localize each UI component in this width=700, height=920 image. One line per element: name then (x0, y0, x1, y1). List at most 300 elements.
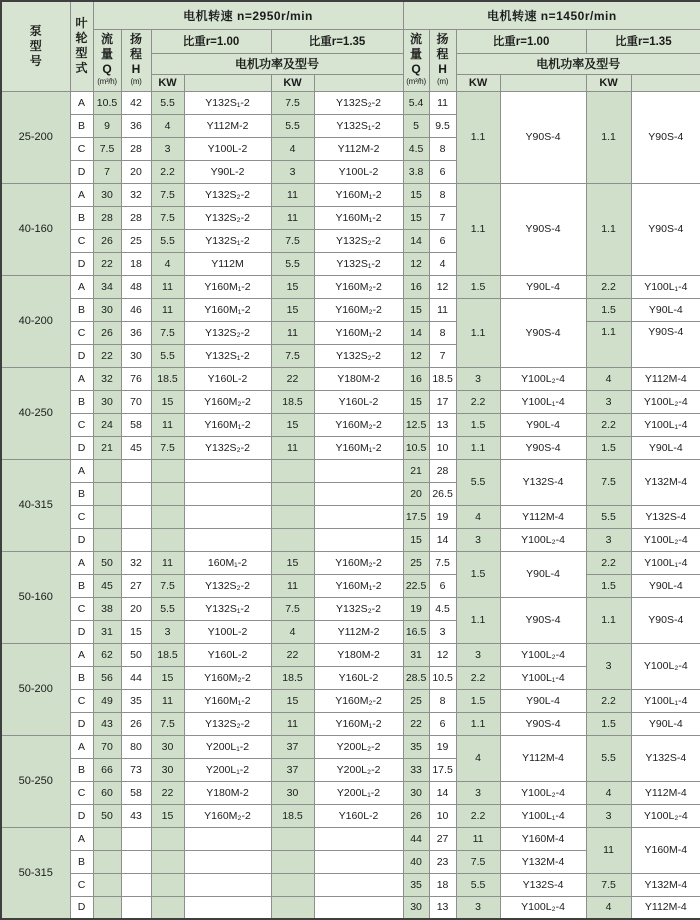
power-kw-cell: 1.1 (586, 321, 631, 367)
power-kw-cell: 3 (586, 528, 631, 551)
head-cell (121, 505, 151, 528)
motor-model-cell: Y160M₂-2 (314, 298, 403, 321)
motor-model-cell: Y112M (184, 252, 271, 275)
head-cell: 18 (429, 873, 456, 896)
power-kw-cell: 4 (586, 896, 631, 919)
power-kw-cell (271, 459, 314, 482)
motor-model-cell: Y100L-2 (184, 620, 271, 643)
motor-model-cell: Y132S₁-2 (184, 91, 271, 114)
power-kw-cell: 7.5 (151, 574, 184, 597)
power-kw-cell: 30 (151, 735, 184, 758)
power-kw-cell: 1.5 (586, 712, 631, 735)
motor-model-cell (314, 482, 403, 505)
table-row (1, 574, 700, 597)
head-cell: 20 (121, 160, 151, 183)
motor-model-cell: Y112M-4 (500, 735, 586, 781)
power-kw-cell: 30 (151, 758, 184, 781)
flow-cell: 4.5 (403, 137, 429, 160)
impeller-type-cell: A (70, 183, 93, 206)
head-cell: 13 (429, 413, 456, 436)
power-kw-cell: 15 (271, 275, 314, 298)
flow-cell: 60 (93, 781, 121, 804)
table-row (1, 275, 700, 298)
power-kw-cell: 15 (151, 666, 184, 689)
motor-model-cell: Y100L₂-4 (500, 528, 586, 551)
motor-model-cell: Y112M-2 (184, 114, 271, 137)
motor-model-cell: Y132S₂-2 (184, 436, 271, 459)
motor-model-cell: Y90S-4 (631, 597, 700, 643)
power-kw-cell: 1.1 (456, 183, 500, 275)
power-kw-cell: 7.5 (456, 850, 500, 873)
kw-header: KW (456, 74, 500, 91)
motor-model-cell (314, 827, 403, 850)
impeller-type-cell: C (70, 413, 93, 436)
power-kw-cell: 1.5 (586, 298, 631, 321)
motor-model-cell: Y160L-2 (314, 390, 403, 413)
power-kw-cell: 5.5 (586, 735, 631, 781)
head-cell: 27 (121, 574, 151, 597)
power-kw-cell: 11 (271, 321, 314, 344)
impeller-type-cell: D (70, 712, 93, 735)
power-kw-cell: 4 (151, 252, 184, 275)
power-kw-cell: 5.5 (271, 252, 314, 275)
flow-cell: 43 (93, 712, 121, 735)
table-row (1, 643, 700, 666)
header-row-gravity (1, 29, 700, 53)
flow-cell: 35 (403, 735, 429, 758)
table-row (1, 413, 700, 436)
head-cell (121, 827, 151, 850)
power-kw-cell: 3 (456, 528, 500, 551)
motor-model-cell: Y160L-2 (184, 643, 271, 666)
motor-model-cell: Y90L-4 (500, 413, 586, 436)
motor-model-cell: 160M₁-2 (184, 551, 271, 574)
motor-model-cell: Y160M₂-2 (184, 666, 271, 689)
impeller-type-cell: D (70, 620, 93, 643)
motor-model-cell: Y90S-4 (631, 321, 700, 367)
motor-model-cell: Y160L-2 (314, 804, 403, 827)
sg-135-header-2950: 比重r=1.35 (271, 29, 403, 53)
flow-cell: 56 (93, 666, 121, 689)
table-row (1, 597, 700, 620)
flow-cell: 44 (403, 827, 429, 850)
impeller-type-cell: C (70, 689, 93, 712)
power-kw-cell: 7.5 (151, 436, 184, 459)
motor-model-cell: Y132M-4 (631, 873, 700, 896)
motor-model-cell: Y132S₁-2 (184, 344, 271, 367)
flow-cell: 16 (403, 275, 429, 298)
impeller-type-cell: B (70, 482, 93, 505)
power-kw-cell: 2.2 (586, 275, 631, 298)
power-kw-cell (271, 873, 314, 896)
table-row (1, 551, 700, 574)
motor-model-cell: Y100L₁-4 (631, 275, 700, 298)
head-cell: 35 (121, 689, 151, 712)
motor-model-cell: Y160M₁-2 (184, 689, 271, 712)
motor-model-cell: Y100L₂-4 (631, 804, 700, 827)
power-kw-cell: 30 (271, 781, 314, 804)
flow-cell: 45 (93, 574, 121, 597)
head-cell: 17 (429, 390, 456, 413)
power-kw-cell: 3 (456, 781, 500, 804)
head-cell: 36 (121, 321, 151, 344)
flow-header-1450 (403, 29, 429, 91)
motor-model-cell (184, 896, 271, 919)
head-header-label: 扬程H (436, 32, 449, 77)
motor-model-cell: Y132S₂-2 (184, 183, 271, 206)
flow-cell: 12 (403, 252, 429, 275)
pump-model-cell: 50-250 (1, 735, 70, 827)
power-kw-cell: 1.1 (456, 436, 500, 459)
head-header-label: 扬程H (129, 32, 142, 77)
head-cell: 6 (429, 229, 456, 252)
head-cell: 18.5 (429, 367, 456, 390)
power-kw-cell: 7.5 (151, 712, 184, 735)
flow-cell: 25 (403, 551, 429, 574)
power-kw-cell (151, 873, 184, 896)
flow-cell: 7 (93, 160, 121, 183)
power-kw-cell (271, 827, 314, 850)
flow-cell: 30 (93, 298, 121, 321)
power-kw-cell: 11 (151, 689, 184, 712)
power-kw-cell: 11 (271, 436, 314, 459)
pump-model-cell: 50-160 (1, 551, 70, 643)
table-header (1, 1, 700, 91)
flow-cell: 30 (93, 390, 121, 413)
power-kw-cell: 4 (271, 620, 314, 643)
head-cell: 14 (429, 528, 456, 551)
flow-cell: 22 (93, 252, 121, 275)
head-cell (121, 528, 151, 551)
pump-model-header-label: 泵型号 (29, 23, 42, 68)
motor-model-cell: Y132S-4 (500, 459, 586, 505)
head-cell: 12 (429, 643, 456, 666)
motor-model-cell: Y132S₂-2 (314, 344, 403, 367)
impeller-type-cell: A (70, 91, 93, 114)
sg-100-header-1450: 比重r=1.00 (456, 29, 586, 53)
flow-cell: 15 (403, 298, 429, 321)
flow-cell (93, 459, 121, 482)
impeller-type-cell: D (70, 528, 93, 551)
impeller-type-cell: C (70, 597, 93, 620)
motor-model-cell: Y112M-4 (631, 781, 700, 804)
flow-cell: 31 (403, 643, 429, 666)
head-cell: 6 (429, 574, 456, 597)
power-kw-cell: 11 (586, 827, 631, 873)
impeller-type-header (70, 1, 93, 91)
power-kw-cell: 3 (151, 620, 184, 643)
motor-model-cell: Y100L₁-4 (500, 390, 586, 413)
power-kw-cell: 7.5 (271, 344, 314, 367)
power-kw-cell: 7.5 (151, 183, 184, 206)
head-cell: 58 (121, 413, 151, 436)
impeller-type-cell: D (70, 436, 93, 459)
motor-model-cell: Y200L₂-2 (314, 758, 403, 781)
table-row (1, 505, 700, 528)
power-kw-cell (271, 896, 314, 919)
head-header-1450 (429, 29, 456, 91)
table-row (1, 91, 700, 114)
head-cell: 8 (429, 689, 456, 712)
motor-model-cell: Y132M-4 (631, 459, 700, 505)
motor-model-cell: Y160M₁-2 (314, 574, 403, 597)
flow-cell: 10.5 (93, 91, 121, 114)
flow-cell: 26 (93, 321, 121, 344)
power-kw-cell: 7.5 (586, 459, 631, 505)
head-cell: 9.5 (429, 114, 456, 137)
power-kw-cell (271, 482, 314, 505)
power-kw-cell: 11 (271, 712, 314, 735)
impeller-type-cell: B (70, 850, 93, 873)
head-cell: 28 (121, 206, 151, 229)
flow-cell: 15 (403, 183, 429, 206)
power-kw-cell: 37 (271, 735, 314, 758)
power-kw-cell: 15 (271, 413, 314, 436)
flow-cell: 19 (403, 597, 429, 620)
motor-model-cell: Y132S₂-2 (184, 321, 271, 344)
power-kw-cell: 7.5 (586, 873, 631, 896)
table-row (1, 436, 700, 459)
motor-model-cell: Y160M-4 (631, 827, 700, 873)
head-cell: 44 (121, 666, 151, 689)
power-kw-cell: 4 (151, 114, 184, 137)
head-cell: 70 (121, 390, 151, 413)
table-row (1, 390, 700, 413)
flow-cell (93, 827, 121, 850)
power-kw-cell: 5.5 (151, 91, 184, 114)
power-kw-cell: 3 (456, 367, 500, 390)
head-cell: 28 (121, 137, 151, 160)
motor-model-cell: Y132M-4 (500, 850, 586, 873)
flow-cell: 22 (93, 344, 121, 367)
power-kw-cell (151, 896, 184, 919)
impeller-type-cell: D (70, 344, 93, 367)
power-kw-cell: 7.5 (151, 206, 184, 229)
motor-model-cell: Y160M₂-2 (314, 551, 403, 574)
flow-cell: 5.4 (403, 91, 429, 114)
power-kw-cell: 4 (456, 505, 500, 528)
head-cell: 14 (429, 781, 456, 804)
motor-model-cell: Y160M₁-2 (314, 183, 403, 206)
power-kw-cell: 5.5 (151, 597, 184, 620)
flow-cell (93, 850, 121, 873)
motor-model-cell: Y160L-2 (314, 666, 403, 689)
motor-model-cell: Y160M₂-2 (314, 275, 403, 298)
table-row (1, 459, 700, 482)
head-cell: 58 (121, 781, 151, 804)
kw-header: KW (151, 74, 184, 91)
table-row (1, 735, 700, 758)
flow-cell: 38 (93, 597, 121, 620)
table-row (1, 528, 700, 551)
table-row (1, 873, 700, 896)
motor-model-cell: Y160M₂-2 (184, 804, 271, 827)
motor-model-cell: Y180M-2 (184, 781, 271, 804)
motor-model-cell (184, 505, 271, 528)
power-kw-cell (151, 528, 184, 551)
head-cell: 18 (121, 252, 151, 275)
flow-cell: 25 (403, 689, 429, 712)
motor-model-cell: Y90S-4 (500, 712, 586, 735)
power-kw-cell: 1.1 (456, 91, 500, 183)
power-kw-cell (151, 827, 184, 850)
motor-model-cell: Y90S-4 (500, 436, 586, 459)
flow-header-label: 流量Q (100, 32, 113, 77)
motor-model-cell: Y160M₁-2 (314, 206, 403, 229)
flow-cell (93, 505, 121, 528)
power-kw-cell: 1.5 (456, 551, 500, 597)
head-cell (121, 896, 151, 919)
motor-model-cell: Y160M₁-2 (184, 413, 271, 436)
motor-model-cell: Y100L₂-4 (500, 643, 586, 666)
head-cell: 26 (121, 712, 151, 735)
model-header-blank (631, 74, 700, 91)
motor-model-cell: Y180M-2 (314, 643, 403, 666)
flow-cell: 34 (93, 275, 121, 298)
pump-model-header (1, 1, 70, 91)
flow-cell: 30 (403, 896, 429, 919)
motor-model-cell: Y90S-4 (500, 183, 586, 275)
power-kw-cell: 18.5 (271, 390, 314, 413)
head-cell (121, 850, 151, 873)
power-kw-cell: 7.5 (271, 91, 314, 114)
head-cell: 28 (429, 459, 456, 482)
flow-cell: 33 (403, 758, 429, 781)
flow-cell: 66 (93, 758, 121, 781)
flow-cell: 12.5 (403, 413, 429, 436)
power-kw-cell: 15 (151, 804, 184, 827)
head-cell: 42 (121, 91, 151, 114)
motor-model-cell: Y160M₁-2 (314, 436, 403, 459)
sg-100-header-2950: 比重r=1.00 (151, 29, 271, 53)
motor-model-cell: Y112M-4 (631, 367, 700, 390)
power-kw-cell: 11 (151, 413, 184, 436)
head-cell (121, 482, 151, 505)
impeller-type-cell: A (70, 459, 93, 482)
table-row (1, 321, 700, 344)
motor-model-cell: Y200L₂-2 (314, 735, 403, 758)
flow-cell: 15 (403, 206, 429, 229)
table-row (1, 781, 700, 804)
motor-model-cell: Y100L₂-4 (500, 896, 586, 919)
motor-model-cell (184, 482, 271, 505)
flow-cell: 9 (93, 114, 121, 137)
flow-cell: 7.5 (93, 137, 121, 160)
motor-model-cell: Y132S₁-2 (314, 114, 403, 137)
flow-header-2950 (93, 29, 121, 91)
table-row (1, 896, 700, 919)
table-body (1, 91, 700, 919)
power-kw-cell: 3 (586, 643, 631, 689)
motor-model-cell (184, 827, 271, 850)
power-model-header-1450: 电机功率及型号 (456, 53, 700, 74)
impeller-type-cell: D (70, 160, 93, 183)
motor-model-cell: Y90L-2 (184, 160, 271, 183)
motor-model-cell: Y90L-4 (631, 712, 700, 735)
motor-model-cell: Y160M₂-2 (314, 413, 403, 436)
flow-cell: 22 (403, 712, 429, 735)
power-kw-cell: 18.5 (151, 643, 184, 666)
power-kw-cell: 5.5 (456, 459, 500, 505)
motor-model-cell: Y100L-2 (184, 137, 271, 160)
motor-model-cell (314, 896, 403, 919)
flow-cell: 70 (93, 735, 121, 758)
motor-model-cell: Y112M-4 (631, 896, 700, 919)
head-cell: 30 (121, 344, 151, 367)
motor-model-cell: Y100L₂-4 (500, 367, 586, 390)
flow-cell: 35 (403, 873, 429, 896)
impeller-type-cell: B (70, 390, 93, 413)
motor-model-cell: Y90S-4 (500, 597, 586, 643)
power-kw-cell: 1.5 (456, 413, 500, 436)
power-kw-cell: 18.5 (271, 666, 314, 689)
power-kw-cell: 2.2 (151, 160, 184, 183)
motor-model-cell: Y132S₂-2 (314, 229, 403, 252)
pump-model-cell: 50-200 (1, 643, 70, 735)
motor-model-cell: Y132S₁-2 (184, 229, 271, 252)
power-kw-cell: 5.5 (586, 505, 631, 528)
impeller-type-cell: C (70, 781, 93, 804)
head-cell (121, 459, 151, 482)
motor-model-cell: Y112M-2 (314, 137, 403, 160)
flow-cell: 15 (403, 528, 429, 551)
motor-model-cell: Y100L₁-4 (631, 689, 700, 712)
power-kw-cell: 5.5 (151, 229, 184, 252)
motor-model-cell: Y160M₁-2 (184, 275, 271, 298)
flow-cell: 21 (93, 436, 121, 459)
head-cell: 4 (429, 252, 456, 275)
flow-cell: 62 (93, 643, 121, 666)
flow-cell: 21 (403, 459, 429, 482)
motor-model-cell: Y132S₁-2 (314, 252, 403, 275)
flow-unit-label: (m³/h) (406, 77, 426, 87)
power-kw-cell: 3 (271, 160, 314, 183)
power-kw-cell: 37 (271, 758, 314, 781)
power-kw-cell: 1.5 (456, 689, 500, 712)
impeller-type-cell: B (70, 758, 93, 781)
flow-unit-label: (m³/h) (97, 77, 117, 87)
motor-model-cell: Y90S-4 (500, 298, 586, 367)
motor-model-cell: Y90L-4 (500, 275, 586, 298)
impeller-type-cell: D (70, 804, 93, 827)
power-kw-cell: 4 (271, 137, 314, 160)
power-kw-cell: 7.5 (271, 229, 314, 252)
motor-model-cell: Y200L₁-2 (184, 758, 271, 781)
power-kw-cell: 11 (271, 574, 314, 597)
head-cell: 80 (121, 735, 151, 758)
power-kw-cell: 1.1 (586, 183, 631, 275)
power-kw-cell: 15 (151, 390, 184, 413)
head-cell: 32 (121, 183, 151, 206)
head-cell: 19 (429, 735, 456, 758)
flow-cell: 24 (93, 413, 121, 436)
power-kw-cell: 1.5 (456, 275, 500, 298)
power-kw-cell: 15 (271, 298, 314, 321)
power-kw-cell: 11 (456, 827, 500, 850)
impeller-type-header-label: 叶轮型式 (75, 16, 88, 76)
head-unit-label: (m) (437, 77, 449, 87)
impeller-type-cell: A (70, 827, 93, 850)
motor-model-cell: Y90S-4 (631, 183, 700, 275)
power-model-header-2950: 电机功率及型号 (151, 53, 403, 74)
power-kw-cell (151, 850, 184, 873)
impeller-type-cell: A (70, 275, 93, 298)
power-kw-cell: 3 (456, 643, 500, 666)
impeller-type-cell: C (70, 873, 93, 896)
flow-cell: 28.5 (403, 666, 429, 689)
pump-model-cell: 25-200 (1, 91, 70, 183)
motor-model-cell: Y90S-4 (631, 91, 700, 183)
